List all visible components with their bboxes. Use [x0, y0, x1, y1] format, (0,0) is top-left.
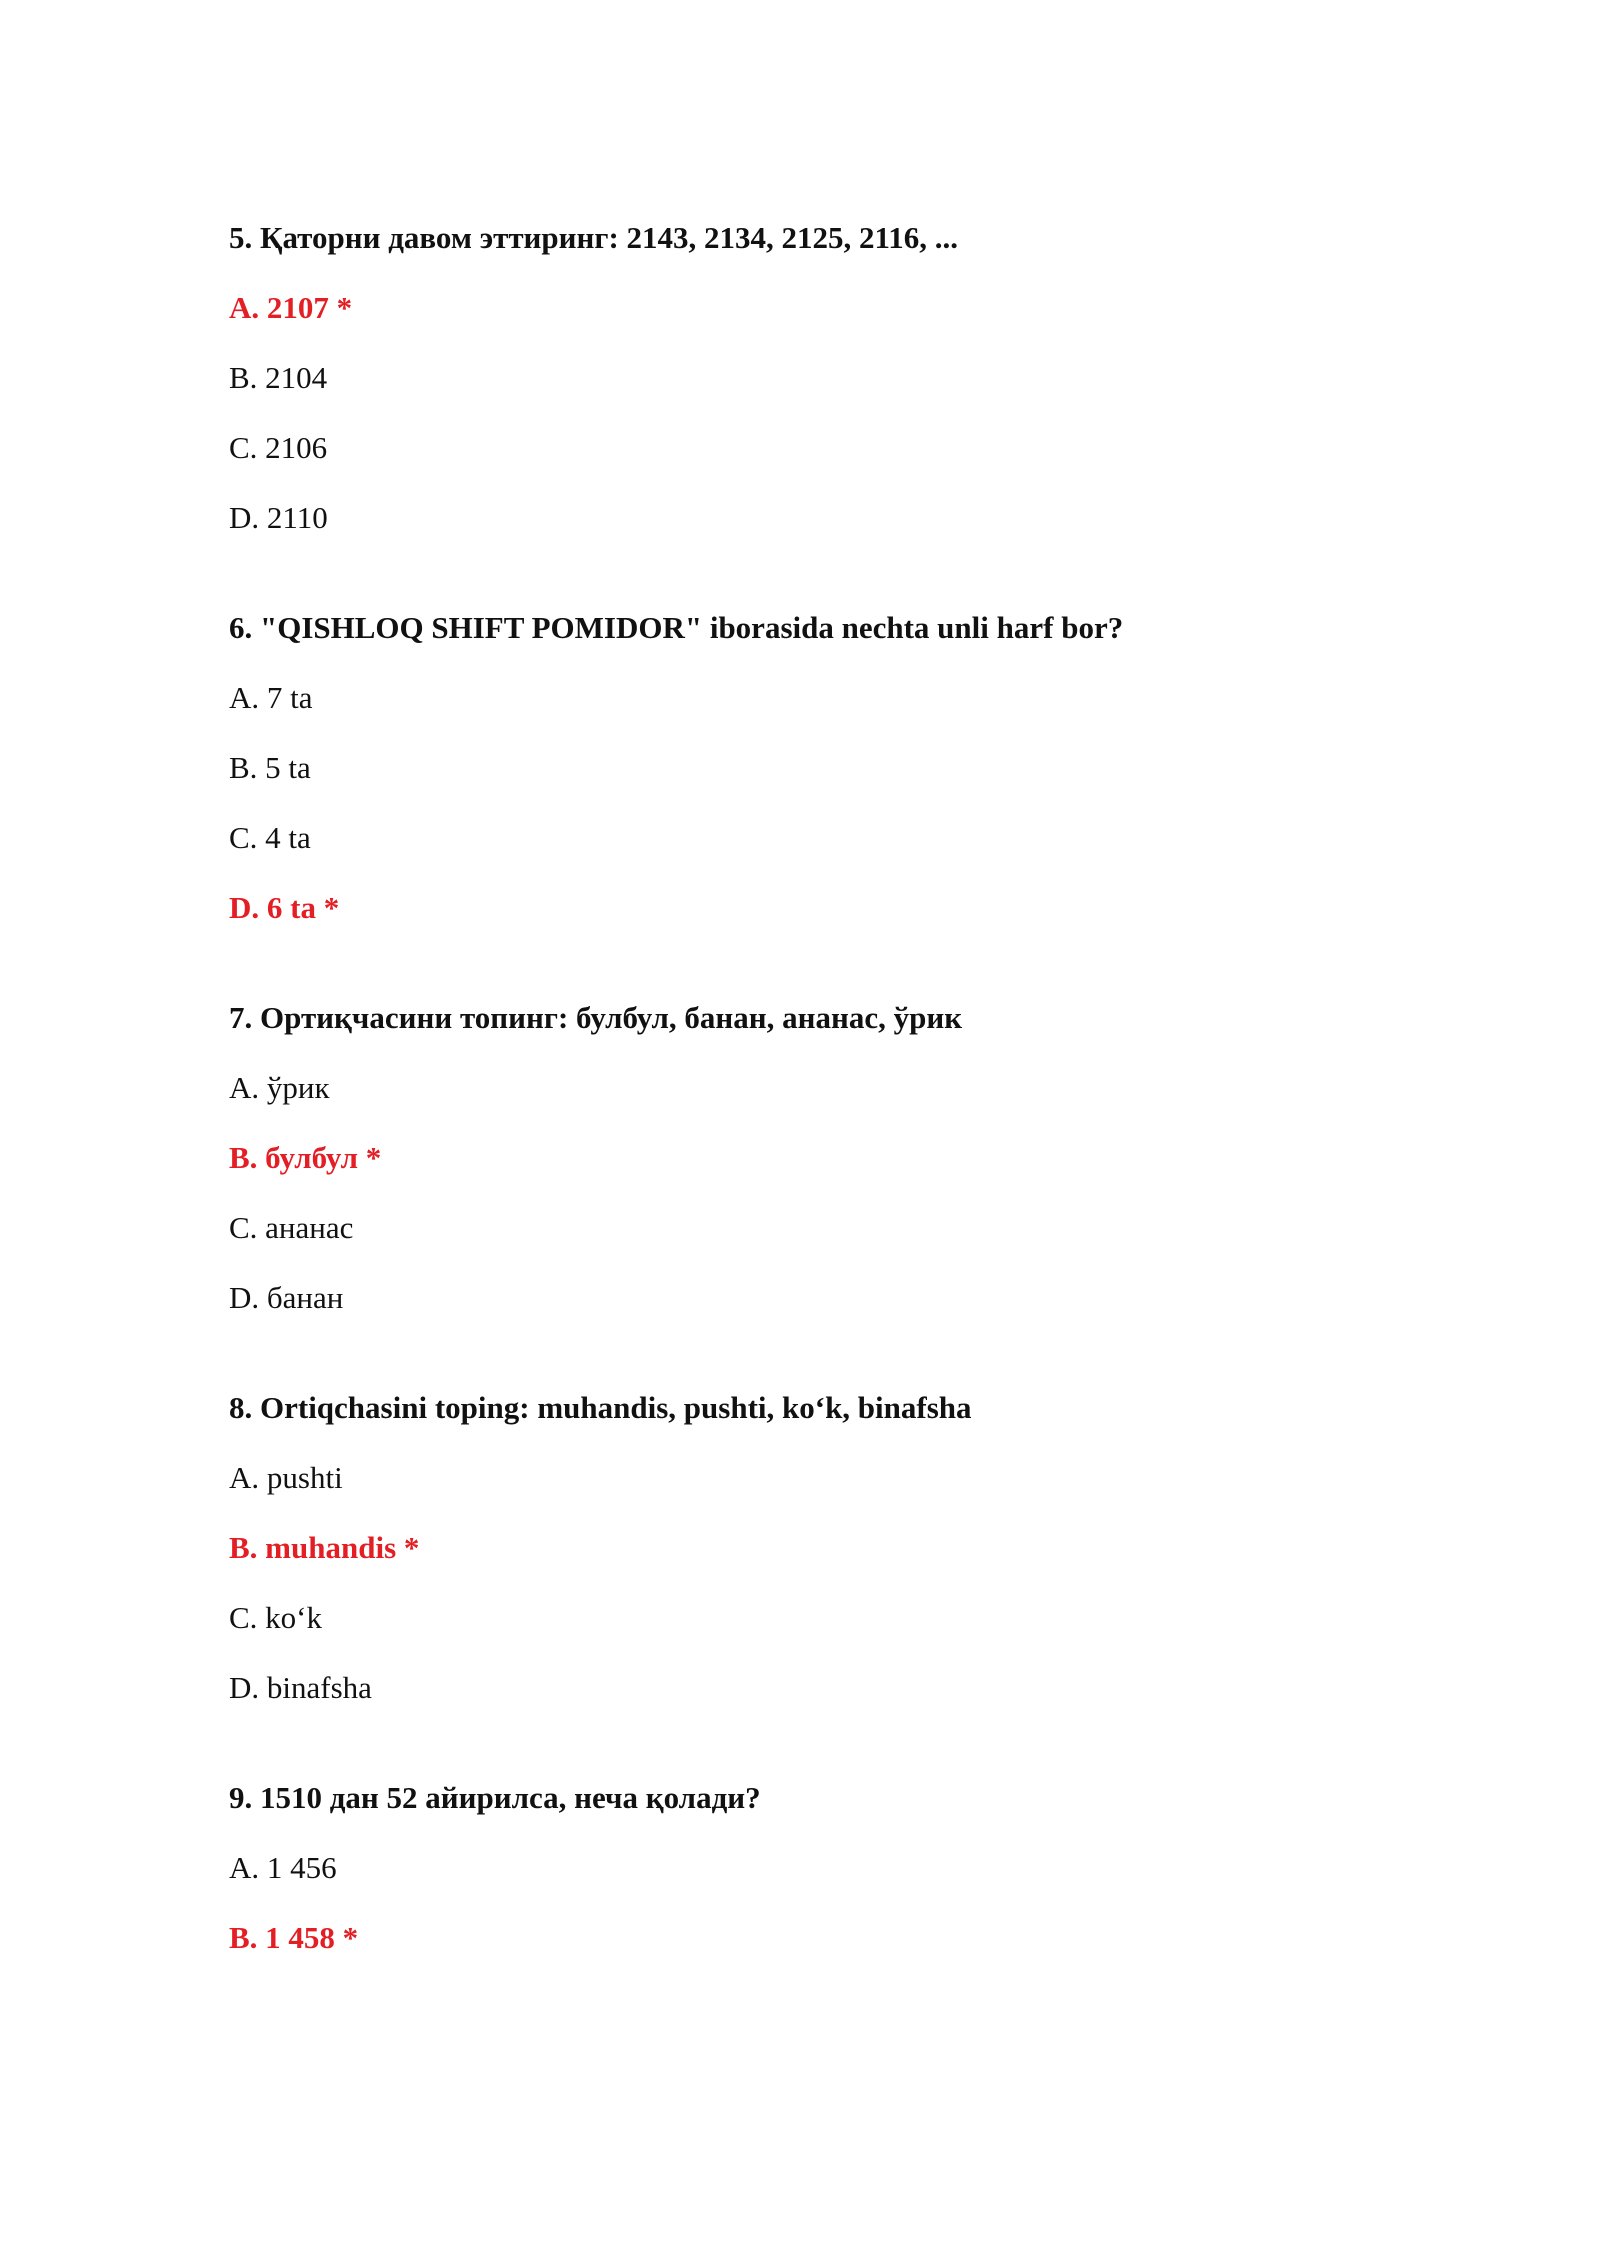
question-8: [229, 1388, 1429, 1708]
question-text: 6. "QISHLOQ SHIFT POMIDOR" iborasida nechta unli harf bor?: [229, 610, 1124, 645]
option-d: D. 2110: [229, 500, 328, 535]
option-c: C. ko‘k: [229, 1600, 322, 1635]
question-text: 9. 1510 дан 52 айирилса, неча қолади?: [229, 1780, 761, 1815]
question-5: [229, 218, 1429, 538]
question-6: [229, 608, 1429, 928]
question-9: [229, 1778, 1429, 1958]
question-text: 8. Ortiqchasini toping: muhandis, pushti, ko‘k, binafsha: [229, 1390, 972, 1425]
option-d: D. binafsha: [229, 1670, 372, 1705]
option-a: A. 7 ta: [229, 680, 313, 715]
option-c: C. ананас: [229, 1210, 354, 1245]
option-b-correct: B. muhandis *: [229, 1530, 420, 1565]
option-d: D. банан: [229, 1280, 344, 1315]
option-b: B. 5 ta: [229, 750, 311, 785]
option-b: B. 2104: [229, 360, 328, 395]
option-b-correct: B. булбул *: [229, 1140, 382, 1175]
option-c: C. 2106: [229, 430, 328, 465]
option-a: A. 1 456: [229, 1850, 337, 1885]
question-7: [229, 998, 1429, 1318]
option-a: A. ўрик: [229, 1070, 330, 1105]
option-d-correct: D. 6 ta *: [229, 890, 340, 925]
option-a: A. pushti: [229, 1460, 343, 1495]
question-text: 5. Қаторни давом эттиринг: 2143, 2134, 2125, 2116, ...: [229, 220, 959, 255]
document-page: [229, 218, 1429, 2028]
question-text: 7. Ортиқчасини топинг: булбул, банан, ананас, ўрик: [229, 1000, 963, 1035]
option-a-correct: A. 2107 *: [229, 290, 353, 325]
option-b-correct: B. 1 458 *: [229, 1920, 359, 1955]
option-c: C. 4 ta: [229, 820, 311, 855]
